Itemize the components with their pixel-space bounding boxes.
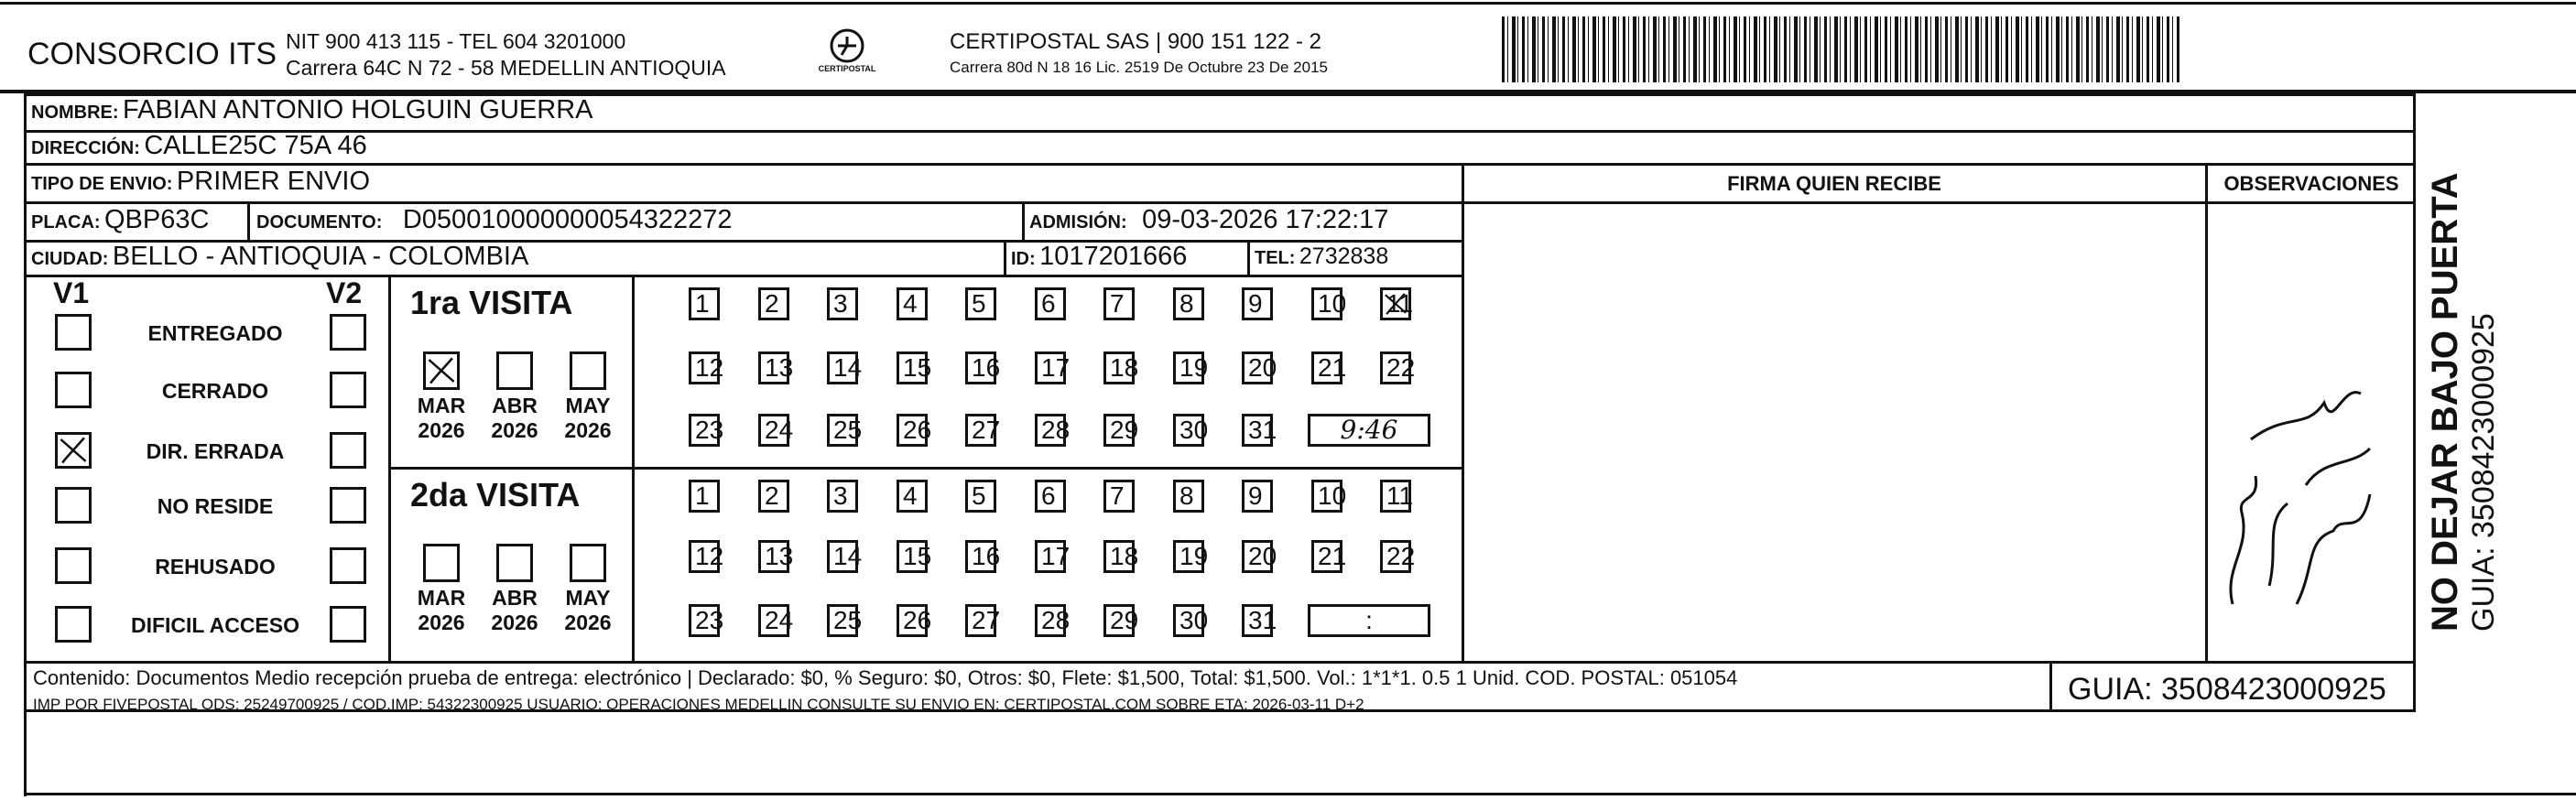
day-box[interactable]: 20 [1242, 540, 1273, 573]
nombre-label: NOMBRE: [31, 103, 119, 123]
row-line-6 [390, 467, 1463, 470]
month-label [414, 586, 469, 635]
day-box[interactable]: 2 [758, 287, 789, 320]
day-box[interactable]: 14 [827, 540, 858, 573]
lower-left-border [24, 712, 27, 796]
day-box[interactable]: 24 [758, 604, 789, 637]
footer-line [24, 661, 2416, 664]
ciudad-row [31, 242, 528, 272]
v2-checkbox[interactable] [330, 372, 366, 408]
v2-checkbox[interactable] [330, 314, 366, 351]
ciudad-value: BELLO - ANTIOQUIA - COLOMBIA [112, 242, 529, 271]
day-box[interactable]: 28 [1035, 414, 1066, 447]
day-box[interactable]: 8 [1173, 480, 1204, 513]
day-box[interactable]: 27 [965, 414, 996, 447]
logo-text: CERTIPOSTAL [818, 64, 876, 73]
v2-checkbox[interactable] [330, 606, 366, 643]
time-box[interactable] [1308, 414, 1430, 447]
tel-label: TEL: [1255, 248, 1296, 268]
status-divider [388, 275, 391, 661]
day-box[interactable]: 11 [1380, 480, 1411, 513]
day-box[interactable]: 4 [897, 480, 928, 513]
month-name: MAY [565, 586, 611, 610]
day-box[interactable]: 5 [965, 480, 996, 513]
month-year: 2026 [418, 418, 465, 442]
nombre-row [31, 95, 593, 125]
direccion-value: CALLE25C 75A 46 [144, 131, 367, 160]
day-box[interactable]: 31 [1242, 414, 1273, 447]
day-box[interactable]: 22 [1380, 540, 1411, 573]
day-box[interactable]: 3 [827, 480, 858, 513]
v2-checkbox[interactable] [330, 487, 366, 524]
v1-checkbox[interactable] [55, 547, 92, 584]
status-label: DIR. ERRADA [146, 439, 285, 463]
tipo-label: TIPO DE ENVIO: [31, 174, 173, 194]
documento-row [256, 205, 733, 235]
v1-checkbox[interactable] [55, 372, 92, 408]
v1-checkbox[interactable] [55, 432, 92, 469]
day-box[interactable]: 9 [1242, 480, 1273, 513]
id-label: ID: [1011, 249, 1036, 269]
status-label: CERRADO [161, 379, 269, 403]
month-checkbox[interactable] [496, 544, 533, 582]
id-value: 1017201666 [1039, 242, 1188, 271]
tel-value: 2732838 [1299, 243, 1389, 269]
tipo-row [31, 167, 370, 197]
day-box[interactable]: 25 [827, 604, 858, 637]
lower-bottom-border [24, 793, 2576, 795]
status-label: NO RESIDE [157, 494, 274, 518]
day-box[interactable]: 22 [1380, 351, 1411, 384]
side-text [2425, 119, 2553, 632]
company-address: Carrera 64C N 72 - 58 MEDELLIN ANTIOQUIA [286, 56, 726, 80]
imp-line: IMP POR FIVEPOSTAL ODS: 25249700925 / COD.IMP: 54322300925 USUARIO: OPERACIONES MEDELLIN CONSULTE SU ENVIO EN: CERTIPOSTAL.COM SOBRE ETA: 2026-03-11 D+2 [33, 696, 1364, 713]
day-box[interactable]: 3 [827, 287, 858, 320]
nit-line: NIT 900 413 115 - TEL 604 3201000 [286, 29, 626, 53]
day-box[interactable]: 24 [758, 414, 789, 447]
month-year: 2026 [491, 418, 538, 442]
day-box[interactable]: 16 [965, 540, 996, 573]
month-name: MAR [417, 394, 466, 417]
month-year: 2026 [564, 418, 612, 442]
month-label [487, 394, 542, 443]
footer-guia: GUIA: 3508423000925 [2068, 672, 2386, 707]
day-box[interactable]: 8 [1173, 287, 1204, 320]
day-box[interactable]: 26 [897, 604, 928, 637]
certipostal-address: Carrera 80d N 18 16 Lic. 2519 De Octubre 23 De 2015 [950, 59, 1328, 76]
month-year: 2026 [418, 611, 465, 634]
v1-checkbox[interactable] [55, 606, 92, 643]
month-name: ABR [492, 586, 538, 610]
day-box[interactable]: 16 [965, 351, 996, 384]
day-box[interactable]: 20 [1242, 351, 1273, 384]
month-year: 2026 [564, 611, 612, 634]
month-checkbox[interactable] [423, 351, 460, 390]
admision-value: 09-03-2026 17:22:17 [1142, 205, 1389, 234]
status-label: DIFICIL ACCESO [130, 613, 299, 637]
day-box[interactable]: 7 [1103, 480, 1135, 513]
day-box[interactable]: 9 [1242, 287, 1273, 320]
day-box[interactable]: 5 [965, 287, 996, 320]
day-box[interactable]: 15 [897, 351, 928, 384]
tel-divider [1247, 240, 1250, 275]
day-box[interactable]: 12 [689, 351, 720, 384]
day-box[interactable]: 27 [965, 604, 996, 637]
day-box[interactable]: 21 [1311, 540, 1342, 573]
month-label [414, 394, 469, 443]
day-box[interactable]: 29 [1103, 414, 1135, 447]
direccion-label: DIRECCIÓN: [31, 138, 140, 158]
day-box[interactable]: 12 [689, 540, 720, 573]
row-line-1 [24, 130, 2416, 133]
handwritten-time: 9:46 [1340, 415, 1398, 445]
tel-row [1255, 243, 1388, 270]
day-box[interactable]: 18 [1103, 540, 1135, 573]
day-box[interactable]: 28 [1035, 604, 1066, 637]
row-line-2 [24, 163, 2416, 166]
status-label: ENTREGADO [147, 321, 283, 345]
day-box[interactable]: 21 [1311, 351, 1342, 384]
day-box[interactable]: 13 [758, 540, 789, 573]
v2-checkbox[interactable] [330, 547, 366, 584]
admision-divider [1022, 201, 1025, 240]
day-box[interactable]: 1 [689, 287, 720, 320]
month-name: MAY [565, 394, 611, 417]
company-name: CONSORCIO ITS [27, 37, 277, 71]
no-dejar-bajo-puerta: NO DEJAR BAJO PUERTA [2425, 172, 2465, 632]
month-checkbox[interactable] [496, 351, 533, 390]
day-box[interactable]: 7 [1103, 287, 1135, 320]
month-checkbox[interactable] [570, 544, 606, 582]
month-name: MAR [417, 586, 466, 610]
day-box[interactable]: 17 [1035, 351, 1066, 384]
second-visit-label: 2da VISITA [410, 476, 581, 514]
day-box[interactable]: 2 [758, 480, 789, 513]
obs-divider [2205, 163, 2208, 661]
row-line-5 [24, 275, 1463, 277]
month-checkbox[interactable] [570, 351, 606, 390]
first-visit-label: 1ra VISITA [410, 284, 573, 321]
observaciones-header: OBSERVACIONES [2223, 172, 2399, 195]
month-name: ABR [492, 394, 538, 417]
v1-checkbox[interactable] [55, 487, 92, 524]
admision-label: ADMISIÓN: [1029, 212, 1127, 232]
placa-label: PLACA: [31, 212, 101, 232]
header [0, 0, 2576, 92]
barcode [1502, 16, 2179, 82]
day-box[interactable]: 6 [1035, 287, 1066, 320]
month-year: 2026 [491, 611, 538, 634]
direccion-row [31, 131, 367, 161]
day-box[interactable]: 30 [1173, 604, 1204, 637]
row-line-3 [24, 201, 2416, 204]
day-box[interactable]: 14 [827, 351, 858, 384]
side-guia: GUIA: 3508423000925 [2466, 313, 2501, 632]
day-box[interactable]: 23 [689, 414, 720, 447]
day-box[interactable]: 1 [689, 480, 720, 513]
placa-divider [247, 201, 250, 240]
nombre-value: FABIAN ANTONIO HOLGUIN GUERRA [123, 95, 593, 124]
v1-label: V1 [53, 276, 90, 309]
month-label [560, 586, 615, 635]
day-box[interactable]: 25 [827, 414, 858, 447]
day-box[interactable] [1380, 287, 1414, 320]
day-box[interactable]: 17 [1035, 540, 1066, 573]
day-box[interactable]: 29 [1103, 604, 1135, 637]
v1-checkbox[interactable] [55, 314, 92, 351]
documento-value: D050010000000054322272 [402, 205, 733, 234]
top-border [0, 2, 2576, 5]
v2-label: V2 [326, 276, 363, 309]
day-box[interactable]: 6 [1035, 480, 1066, 513]
certipostal-line: CERTIPOSTAL SAS | 900 151 122 - 2 [950, 29, 1321, 54]
handwritten-observation [2214, 330, 2397, 622]
month-label [560, 394, 615, 443]
time-separator: : [1365, 606, 1373, 634]
day-box[interactable]: 15 [897, 540, 928, 573]
id-divider [1004, 240, 1006, 275]
ciudad-label: CIUDAD: [31, 249, 109, 269]
status-label: REHUSADO [155, 555, 276, 578]
day-box[interactable]: 19 [1173, 351, 1204, 384]
placa-value: QBP63C [104, 205, 210, 234]
v2-checkbox[interactable] [330, 432, 366, 469]
firma-header: FIRMA QUIEN RECIBE [1727, 172, 1941, 195]
tipo-value: PRIMER ENVIO [176, 167, 371, 196]
contenido-line: Contenido: Documentos Medio recepción prueba de entrega: electrónico | Declarado: $0, % Seguro: $0, Otros: $0, Flete: $1,500, Total: $1,500. Vol.: 1*1*1. 0.5 1 Unid. COD. POSTAL: 051054 [33, 666, 1738, 689]
day-box[interactable]: 23 [689, 604, 720, 637]
firma-divider [1462, 163, 1464, 661]
day-box[interactable]: 4 [897, 287, 928, 320]
day-box[interactable]: 10 [1311, 480, 1342, 513]
day-box[interactable]: 26 [897, 414, 928, 447]
day-box[interactable]: 19 [1173, 540, 1204, 573]
day-box[interactable]: 31 [1242, 604, 1273, 637]
guia-divider [2049, 661, 2052, 712]
time-box[interactable] [1308, 604, 1430, 637]
month-checkbox[interactable] [423, 544, 460, 582]
visits-divider [632, 275, 635, 661]
day-box[interactable]: 30 [1173, 414, 1204, 447]
day-number: 11 [1386, 289, 1414, 318]
documento-label: DOCUMENTO: [256, 212, 383, 232]
day-box[interactable]: 10 [1311, 287, 1342, 320]
id-row [1011, 242, 1187, 272]
month-label [487, 586, 542, 635]
day-box[interactable]: 13 [758, 351, 789, 384]
certipostal-logo [810, 26, 884, 81]
admision-row [1029, 205, 1388, 235]
placa-row [31, 205, 209, 235]
day-box[interactable]: 18 [1103, 351, 1135, 384]
